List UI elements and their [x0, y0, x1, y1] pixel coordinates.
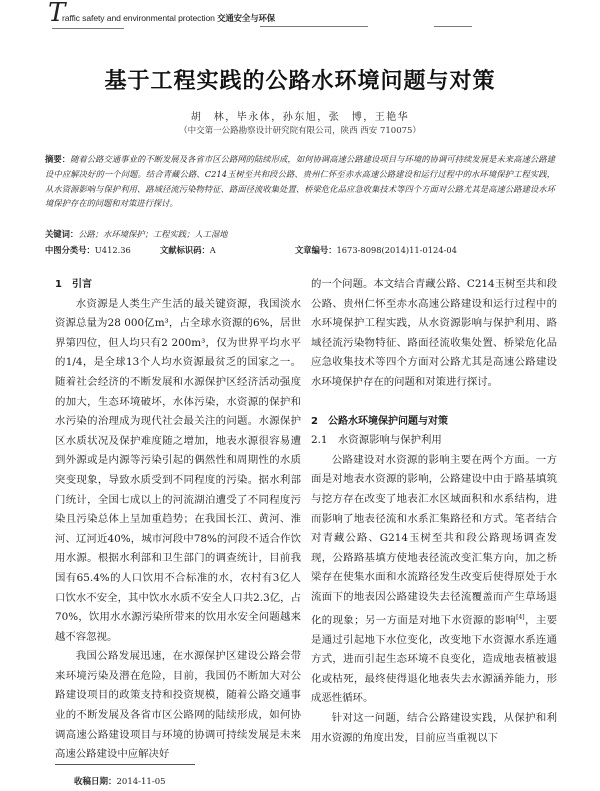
received-date: 2014-11-05: [116, 777, 166, 787]
article-no-label: 文章编号：: [295, 245, 337, 255]
section-2-1-heading: 2.1 水资源影响与保护利用: [311, 434, 442, 447]
keywords-text: 公路；水环境保护；工程实践；人工湿地: [78, 229, 228, 239]
article-number: [295, 244, 457, 256]
keywords-label: 关键词：: [45, 229, 79, 239]
running-title-en: raffic safety and environmental protection: [62, 13, 215, 23]
abstract: [45, 152, 555, 211]
right-column: [311, 275, 557, 748]
reference-citation[interactable]: [4]: [516, 613, 525, 621]
abstract-text: 随着公路交通事业的不断发展及各省市区公路网的陆续形成，如何协调高速公路建设项目与环境的协调可持续发展是未来高速公路建设中应解决好的一个问题。结合青藏公路、C214玉树至共和段公路、贵州仁怀至赤水高速公路建设和运行过程中的水环境保护工程实践，从水资源影响与保护利用、路域径流污染物特征、路面径流收集处置、桥梁危化品应急收集技术等四个方面对公路尤其是高速公路建设水环境保护存在的问题和对策进行探讨。: [45, 154, 555, 209]
article-title: 基于工程实践的公路水环境问题与对策: [104, 69, 496, 94]
document-code: [160, 244, 216, 256]
section-2-1-text-a: 公路建设对水资源的影响主要在两个方面。一方面是对地表水资源的影响，公路建设中由于路基填筑与挖方存在改变了地表汇水区域面积和水系结构，进而影响了地表径流和水系汇集路径和方式。笔者结合对青藏公路、G214玉树至共和段公路现场调查发现，公路路基填方使地表径流改变汇集方向，加之桥梁存在使集水面和水流路径发生改变后使得原处于水流面下的地表因公路建设失去径流覆盖而产生草场退化的现象；另一方面是对地下水资源的影响: [311, 453, 557, 626]
footnote-rule: [55, 764, 195, 765]
header-initial-letter: T: [48, 0, 66, 28]
article-no-value: 1673-8098(2014)11-0124-04: [336, 245, 457, 255]
section-2-1-paragraph-1: [311, 451, 557, 709]
header-rule-left: [52, 28, 124, 29]
author-affiliation: （中交第一公路勘察设计研究院有限公司，陕西 西安 710075）: [179, 126, 421, 136]
section-1-paragraph-2: 我国公路发展迅速，在水源保护区建设公路会带来环境污染及潜在危险，目前，我国仍不断加大对公路建设项目的政策支持和投资规模，随着公路交通事业的不断发展及各省市区公路网的陆续形成，如何协调高速公路建设项目与环境的协调可持续发展是未来高速公路建设中应解决好: [55, 650, 301, 761]
left-column: [55, 275, 301, 765]
section-2-1-text-b: ，主要是通过引起地下水位变化，改变地下水资源水系连通方式，进而引起生态环境不良变化，造成地表植被退化或枯死，最终使得退化地表失去水源涵养能力，形成恶性循环。: [311, 613, 558, 705]
clc-label: 中图分类号：: [45, 245, 95, 255]
author-list: 胡 林，毕永体，孙东旭，张 博，王艳华: [190, 112, 410, 123]
running-header: [46, 2, 566, 32]
section-1-paragraph-2-continued: 的一个问题。本文结合青藏公路、C214玉树至共和段公路、贵州仁怀至赤水高速公路建设和运行过程中的水环境保护工程实践，从水资源影响与保护利用、路域径流污染物特征、路面径流收集处置、桥梁危化品应急收集技术等四个方面对公路尤其是高速公路建设水环境保护存在的问题和对策进行探讨。: [311, 278, 557, 388]
abstract-label: 摘要：: [45, 154, 71, 164]
clc-value: U412.36: [94, 245, 131, 255]
doc-code-label: 文献标识码：: [160, 245, 210, 255]
received-label: 收稿日期：: [74, 777, 117, 787]
running-title: [62, 12, 275, 24]
section-1-heading: 1 引言: [55, 279, 92, 290]
header-rule-middle: [260, 26, 368, 27]
section-2-heading: 2 公路水环境保护问题与对策: [311, 415, 448, 427]
section-1-paragraph-1: 水资源是人类生产生活的最关键资源，我国淡水资源总量为28 000亿m³，占全球水资源的6%，居世界第四位，但人均只有2 200m³，仅为世界平均水平的1/4，是全球13个人均水资源最贫乏的国家之一。随着社会经济的不断发展和水源保护区经济活动强度的加大，生态环境破坏，水体污染，水资源的保护和水污染的治理成为现代社会最关注的问题。水源保护区水质状况及保护难度随之增加，地表水源很容易遭到外源或是内源等污染引起的偶然性和周期性的水质突变现象，导致水质受到不同程度的污染。据水利部门统计，全国七成以上的河流湖泊遭受了不同程度污染且污染总体上呈加重趋势；在我国长江、黄河、淮河、辽河近40%，城市河段中78%的河段不适合作饮用水源。根据水利部和卫生部门的调查统计，目前我国有65.4%的人口饮用不合标准的水，农村有3亿人口饮水不安全，其中饮水水质不安全人口共2.3亿，占70%，饮用水水源污染所带来的饮用水安全问题越来越不容忽视。: [55, 297, 301, 643]
section-2-1-paragraph-2: 针对这一问题，结合公路建设实践，从保护和利用水资源的角度出发，目前应当重视以下: [311, 711, 557, 744]
header-rule-right: [434, 26, 472, 27]
doc-code-value: A: [209, 245, 216, 255]
keywords: [45, 228, 228, 240]
running-title-cn: 交通安全与环保: [217, 13, 276, 23]
clc-number: [45, 244, 131, 256]
received-date-footnote: [74, 775, 166, 787]
